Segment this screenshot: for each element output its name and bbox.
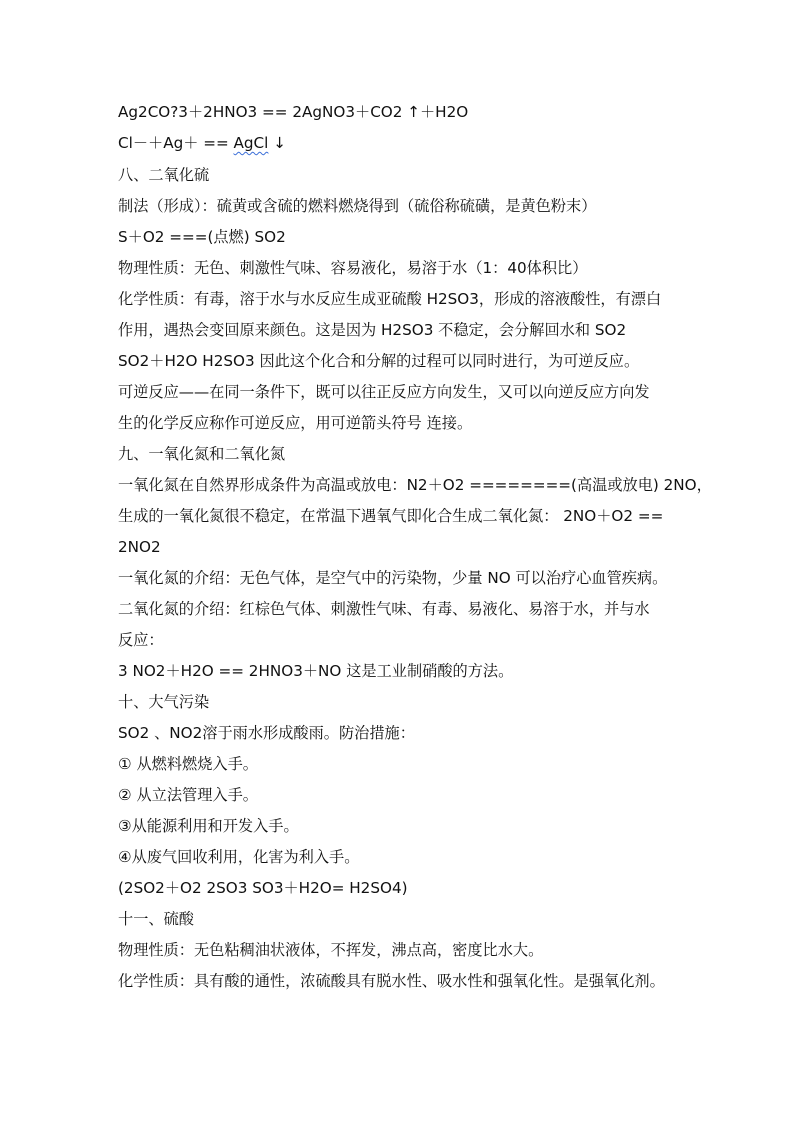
text-line: 2NO2 (118, 538, 161, 556)
spellcheck-marked-word: AgCl (233, 134, 269, 152)
text-line: 二氧化氮的介绍：红棕色气体、刺激性气味、有毒、易液化、易溶于水，并与水 (118, 600, 650, 618)
text-line: 可逆反应——在同一条件下，既可以往正反应方向发生，又可以向逆反应方向发 (118, 383, 650, 401)
text-line: 物理性质：无色粘稠油状液体，不挥发，沸点高，密度比水大。 (118, 941, 544, 959)
section-heading: 十一、硫酸 (118, 910, 194, 928)
list-item: ③从能源利用和开发入手。 (118, 817, 299, 835)
list-item: ① 从燃料燃烧入手。 (118, 755, 258, 773)
text-segment: ↓ (268, 134, 286, 152)
text-line: 一氧化氮在自然界形成条件为高温或放电：N2＋O2 ========(高温或放电) 2NO， (118, 476, 712, 494)
text-line: 生成的一氧化氮很不稳定，在常温下遇氧气即化合生成二氧化氮： 2NO＋O2 == (118, 507, 664, 525)
text-line: (2SO2＋O2 2SO3 SO3＋H2O= H2SO4) (118, 879, 408, 897)
text-line: 反应： (118, 631, 164, 649)
text-line: 化学性质：有毒，溶于水与水反应生成亚硫酸 H2SO3，形成的溶液酸性，有漂白 (118, 290, 662, 308)
text-line: SO2＋H2O H2SO3 因此这个化合和分解的过程可以同时进行，为可逆反应。 (118, 352, 640, 370)
text-line (118, 133, 286, 153)
text-segment: Cl－＋Ag＋ == (118, 134, 234, 152)
text-line: SO2 、NO2溶于雨水形成酸雨。防治措施： (118, 724, 415, 742)
text-line: 作用，遇热会变回原来颜色。这是因为 H2SO3 不稳定，会分解回水和 SO2 (118, 321, 627, 339)
text-line: 制法（形成）：硫黄或含硫的燃料燃烧得到（硫俗称硫磺，是黄色粉末） (118, 197, 597, 215)
text-line: 一氧化氮的介绍：无色气体，是空气中的污染物，少量 NO 可以治疗心血管疾病。 (118, 569, 668, 587)
list-item: ④从废气回收利用，化害为利入手。 (118, 848, 360, 866)
text-line: 化学性质：具有酸的通性，浓硫酸具有脱水性、吸水性和强氧化性。是强氧化剂。 (118, 972, 665, 990)
text-line: 3 NO2＋H2O == 2HNO3＋NO 这是工业制硝酸的方法。 (118, 662, 514, 680)
text-line: 生的化学反应称作可逆反应，用可逆箭头符号 连接。 (118, 414, 473, 432)
section-heading: 十、大气污染 (118, 693, 210, 711)
text-line: 物理性质：无色、刺激性气味、容易液化，易溶于水（1：40体积比） (118, 259, 588, 277)
section-heading: 八、二氧化硫 (118, 166, 210, 184)
text-line: Ag2CO?3＋2HNO3 == 2AgNO3＋CO2 ↑＋H2O (118, 103, 469, 121)
list-item: ② 从立法管理入手。 (118, 786, 258, 804)
text-line: S＋O2 ===(点燃) SO2 (118, 228, 286, 246)
section-heading: 九、一氧化氮和二氧化氮 (118, 445, 286, 463)
